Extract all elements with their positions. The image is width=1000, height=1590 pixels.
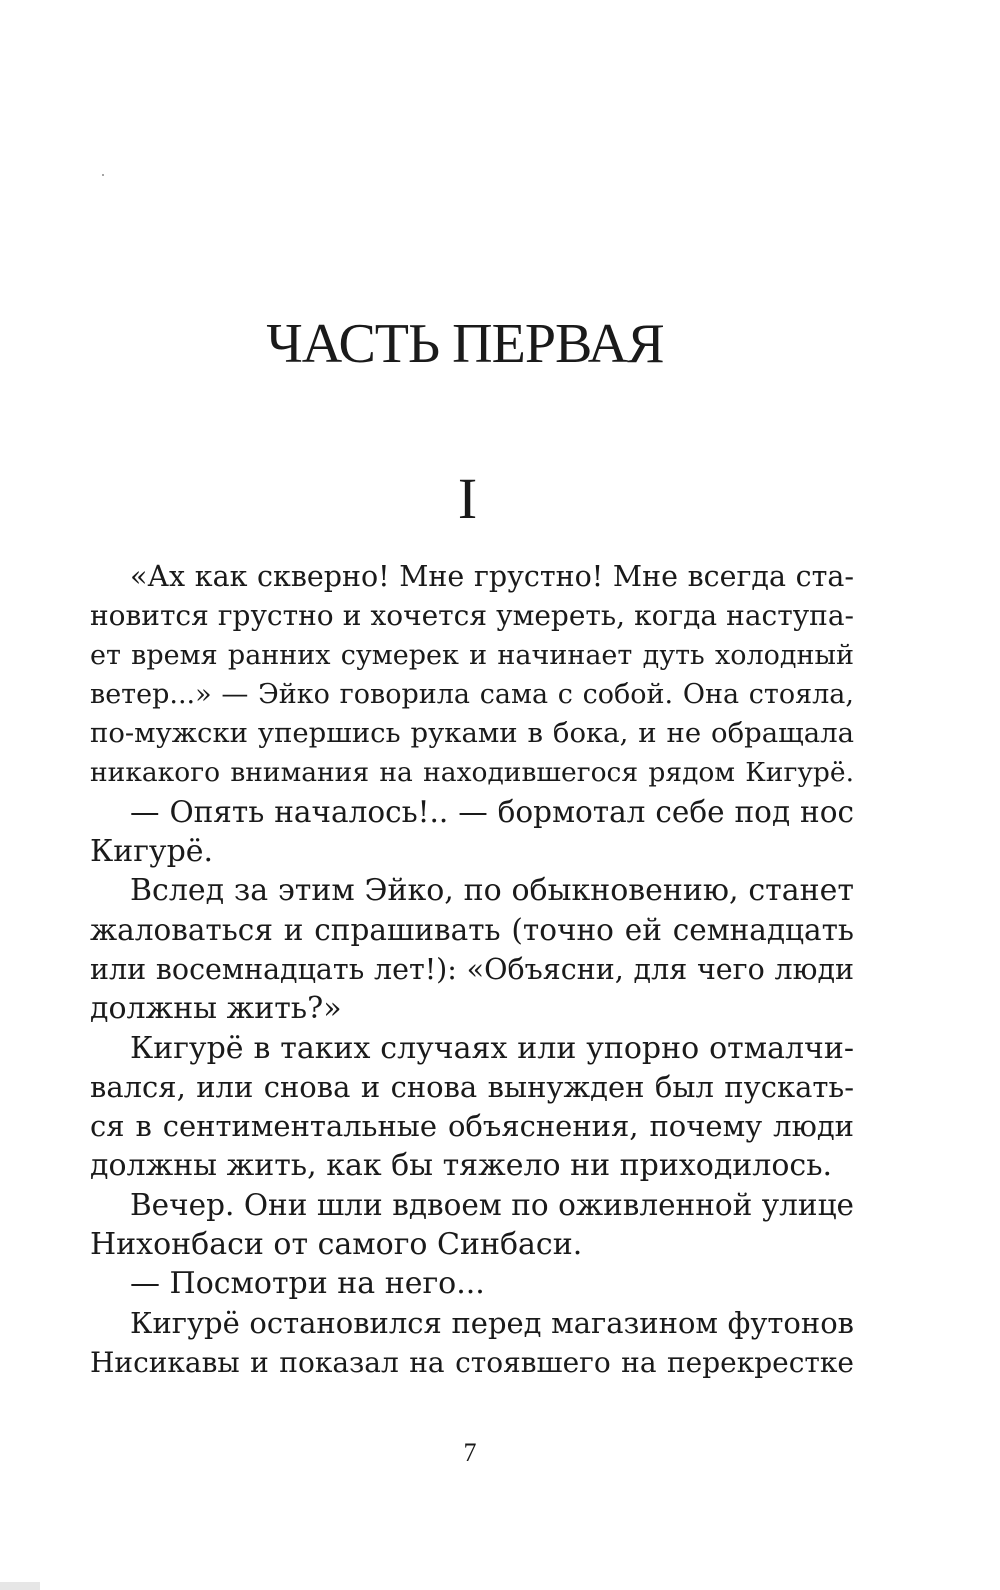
text-line: или восемнадцать лет!): «Объясни, для чего люди [90, 952, 854, 986]
text-line: должны жить, как бы тяжело ни приходилось. [90, 1148, 833, 1184]
text-line: новится грустно и хочется умереть, когда наступа- [90, 599, 854, 633]
scan-edge-mark [0, 1582, 40, 1590]
text-line: Нисикавы и показал на стоявшего на перекрестке [90, 1345, 854, 1379]
scan-speck [102, 174, 104, 176]
text-line: вался, или снова и снова вынужден был пускать- [90, 1069, 854, 1104]
text-line: ся в сентиментальные объяснения, почему люди [90, 1109, 854, 1144]
text-line: никакого внимания на находившегося рядом Кигурё. [90, 757, 854, 789]
part-title: ЧАСТЬ ПЕРВАЯ [266, 313, 664, 375]
text-line: ет время ранних сумерек и начинает дуть холодный [90, 639, 854, 671]
text-line: Вслед за этим Эйко, по обыкновению, станет [130, 873, 854, 909]
text-line: — Опять началось!.. — бормотал себе под нос [130, 794, 854, 829]
text-line: Кигурё. [90, 834, 214, 870]
page-number: 7 [463, 1438, 477, 1467]
text-line: ветер...» — Эйко говорила сама с собой. Она стояла, [90, 678, 854, 710]
text-line: Вечер. Они шли вдвоем по оживленной улице [130, 1187, 854, 1222]
text-line: по-мужски упершись руками в бока, и не обращала [90, 717, 854, 750]
body-text [90, 557, 854, 1382]
text-line: Нихонбаси от самого Синбаси. [90, 1227, 583, 1263]
text-line: Кигурё остановился перед магазином футонов [130, 1305, 854, 1340]
text-line: жаловаться и спрашивать (точно ей семнадцать [90, 912, 854, 947]
text-line: «Ах как скверно! Мне грустно! Мне всегда ста- [130, 560, 854, 593]
text-line: — Посмотри на него... [130, 1266, 485, 1302]
text-line: Кигурё в таких случаях или упорно отмалчи- [130, 1030, 854, 1066]
text-line: должны жить?» [90, 991, 342, 1027]
chapter-number: I [457, 466, 478, 531]
